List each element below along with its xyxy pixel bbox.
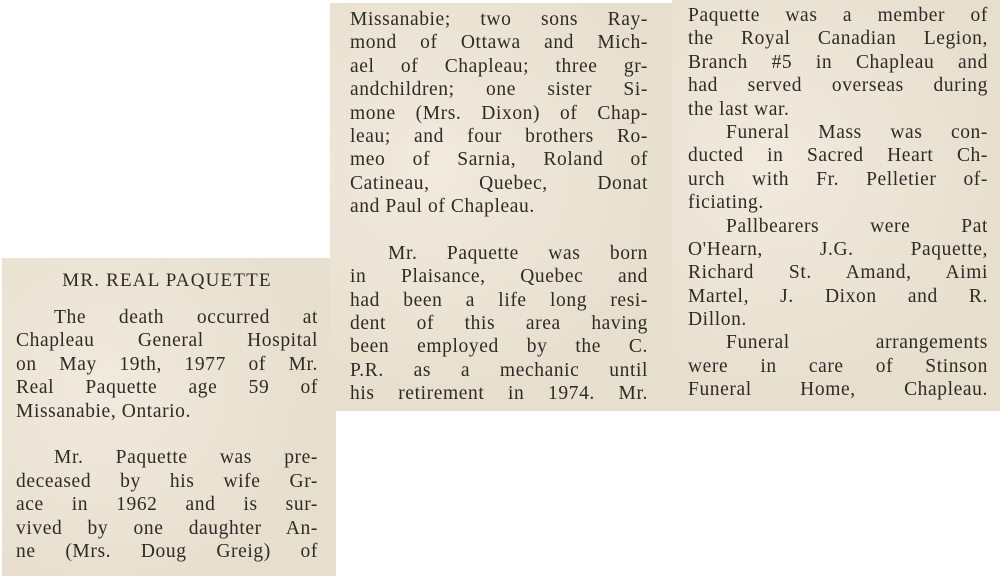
article-text-line: dent of this area having: [350, 313, 648, 335]
article-text-line: Dillon.: [688, 309, 747, 331]
article-text-line: ficiating.: [688, 192, 764, 214]
article-text-line: on May 19th, 1977 of Mr.: [16, 353, 318, 375]
article-text-line: mone (Mrs. Dixon) of Chap-: [350, 102, 648, 124]
article-text-line: ne (Mrs. Doug Greig) of: [16, 540, 318, 562]
article-text-line: vived by one daughter An-: [16, 517, 318, 539]
article-text-line: Paquette was a member of: [688, 5, 988, 26]
obituary-headline: MR. REAL PAQUETTE: [62, 270, 272, 291]
article-text-line: Branch #5 in Chapleau and: [688, 51, 988, 73]
article-text-line: Richard St. Amand, Aimi: [688, 262, 988, 284]
article-text-line: Real Paquette age 59 of: [16, 377, 318, 399]
article-text-line: Mr. Paquette was pre-: [54, 447, 318, 469]
article-text-line: Catineau, Quebec, Donat: [350, 172, 648, 194]
article-text-line: were in care of Stinson: [688, 355, 988, 377]
article-text-line: O'Hearn, J.G. Paquette,: [688, 238, 988, 260]
article-text-line: ducted in Sacred Heart Ch-: [688, 145, 988, 167]
article-text-line: meo of Sarnia, Roland of: [350, 149, 648, 171]
article-text-line: mond of Ottawa and Mich-: [350, 32, 648, 54]
article-text-line: the Royal Canadian Legion,: [688, 28, 988, 50]
article-text-line: Funeral Mass was con-: [726, 121, 988, 143]
article-text-line: andchildren; one sister Si-: [350, 79, 648, 101]
article-text-line: had been a life long resi-: [350, 289, 648, 311]
article-text-line: ael of Chapleau; three gr-: [350, 55, 648, 77]
article-text-line: Missanabie; two sons Ray-: [350, 9, 648, 30]
article-text-line: deceased by his wife Gr-: [16, 470, 318, 492]
article-text-line: [350, 219, 648, 242]
obituary-column-left: [16, 268, 318, 563]
article-text-line: Missanabie, Ontario.: [16, 400, 192, 422]
article-text-line: had served overseas during: [688, 75, 988, 97]
article-text-line: Pallbearers were Pat: [726, 215, 988, 237]
article-text-line: Funeral Home, Chapleau.: [688, 379, 988, 401]
article-text-line: and Paul of Chapleau.: [350, 196, 535, 218]
article-text-line: ace in 1962 and is sur-: [16, 494, 318, 516]
article-text-line: Martel, J. Dixon and R.: [688, 285, 988, 307]
article-text-line: Mr. Paquette was born: [388, 242, 648, 264]
article-text-line: Chapleau General Hospital: [16, 330, 318, 352]
article-text-line: been employed by the C.: [350, 336, 648, 358]
obituary-column-right: [688, 4, 988, 402]
obituary-column-middle: [350, 8, 648, 406]
article-text-line: leau; and four brothers Ro-: [350, 125, 648, 147]
article-text-line: [16, 423, 318, 446]
article-text-line: P.R. as a mechanic until: [350, 359, 648, 381]
article-text-line: his retirement in 1974. Mr.: [350, 383, 648, 405]
article-text-line: The death occurred at: [54, 307, 318, 328]
article-text-line: the last war.: [688, 98, 790, 120]
article-text-line: urch with Fr. Pelletier of-: [688, 168, 988, 190]
article-text-line: in Plaisance, Quebec and: [350, 266, 648, 288]
article-text-line: Funeral arrangements: [726, 332, 988, 354]
